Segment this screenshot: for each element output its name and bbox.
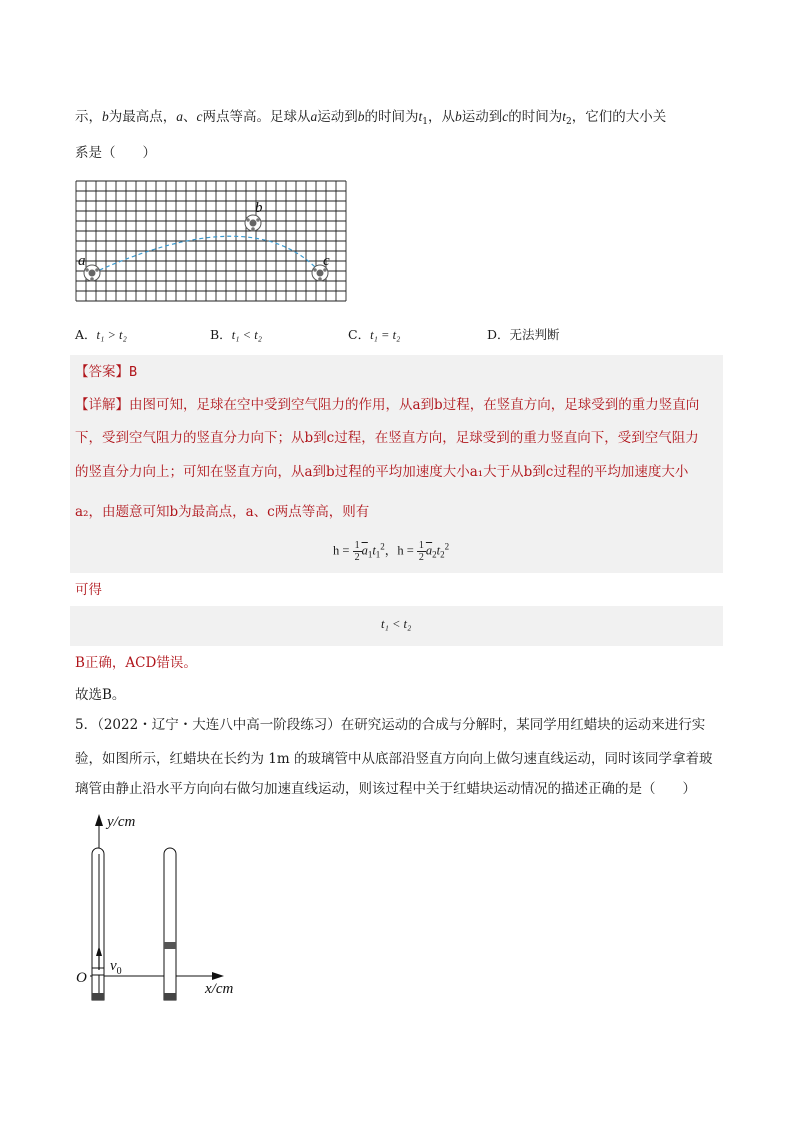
tube-right bbox=[164, 848, 176, 1000]
option-a[interactable]: A．t₁ > t₂ bbox=[75, 327, 127, 342]
origin-label: O bbox=[76, 970, 87, 986]
label-c: c bbox=[323, 253, 330, 269]
q5-line-2: 验，如图所示，红蜡块在长约为 1m 的玻璃管中从底部沿竖直方向向上做匀速直线运动，同时该同学拿着玻 bbox=[75, 751, 713, 767]
q5-line-3: 璃管由静止沿水平方向向右做匀加速直线运动，则该过程中关于红蜡块运动情况的描述正确的是（ ） bbox=[75, 781, 696, 797]
detail-line-1: 【详解】由图可知，足球在空中受到空气阻力的作用，从a到b过程，在竖直方向，足球受到的重力竖直向 bbox=[75, 397, 700, 413]
x-axis-label: x/cm bbox=[205, 981, 234, 997]
formula-1: h = $\frac{1}{2}$ $\overline{a}_1t_1^2$，h = $\frac{1}{2}$ $\overline{a}_2t_2^2$ bbox=[333, 540, 450, 563]
conclusion-1: B正确，ACD错误。 bbox=[75, 655, 197, 671]
y-axis-label: y/cm bbox=[107, 814, 136, 830]
trajectory-grid-figure bbox=[75, 180, 350, 304]
tube-left bbox=[92, 848, 104, 1000]
keyi-text: 可得 bbox=[75, 582, 102, 598]
label-b: b bbox=[255, 200, 263, 216]
glass-tube-figure bbox=[70, 810, 260, 1010]
conclusion-2: 故选B。 bbox=[75, 687, 126, 703]
option-c[interactable]: C．t₁ = t₂ bbox=[348, 327, 401, 342]
wax-block-right bbox=[164, 942, 176, 949]
wax-block-left bbox=[92, 968, 104, 975]
q5-line-1: 5．（2022・辽宁・大连八中高一阶段练习）在研究运动的合成与分解时，某同学用红蜡块的运动来进行实 bbox=[75, 717, 706, 733]
ball-a bbox=[84, 265, 100, 281]
option-b[interactable]: B．t₁ < t₂ bbox=[210, 327, 263, 342]
option-d[interactable]: D．无法判断 bbox=[487, 327, 560, 342]
ball-b bbox=[245, 215, 261, 231]
velocity-label: $v_0$ bbox=[110, 958, 122, 977]
formula-2: t₁ < t₂ bbox=[381, 617, 412, 631]
q4-line-2: 系是（ ） bbox=[75, 145, 156, 161]
detail-line-2: 下，受到空气阻力的竖直分力向下；从b到c过程，在竖直方向，足球受到的重力竖直向下，受到空气阻力 bbox=[75, 430, 699, 446]
grid bbox=[76, 181, 346, 301]
q4-line-1: 示，b为最高点，a、c两点等高。足球从a运动到b的时间为$t_1$，从b运动到c的时间为$t_2$，它们的大小关 bbox=[75, 109, 667, 127]
label-a: a bbox=[78, 253, 86, 269]
detail-line-3: 的竖直分力向上；可知在竖直方向，从a到b过程的平均加速度大小a₁大于从b到c过程的平均加速度大小 bbox=[75, 464, 689, 480]
answer-line: 【答案】B bbox=[75, 364, 138, 380]
detail-line-4: a₂，由题意可知b为最高点，a、c两点等高，则有 bbox=[75, 504, 370, 520]
